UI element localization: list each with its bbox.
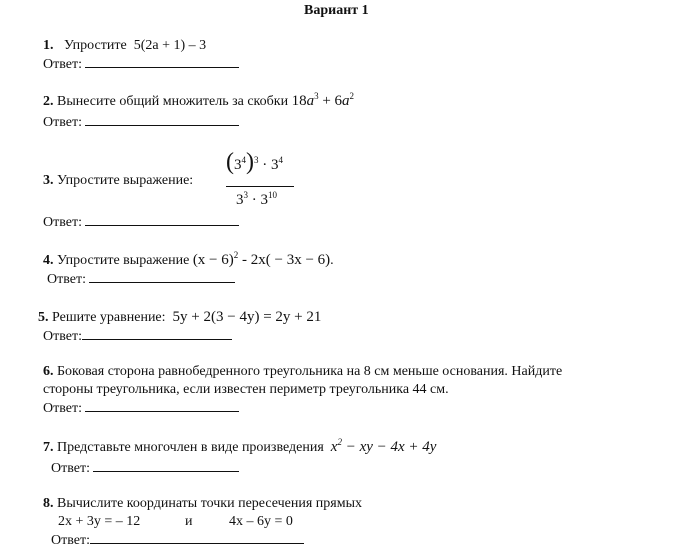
task-text: Решите уравнение: [52,310,166,325]
answer-label: Ответ: [51,533,90,548]
task-number: 7. [43,440,54,455]
answer-label: Ответ: [43,57,82,72]
answer-label: Ответ: [43,215,82,230]
answer-label: Ответ: [51,461,90,476]
task-text: Упростите выражение [57,253,190,268]
fraction-numerator: $(3^4)^3 \cdot 3^4$ [226,149,283,175]
task-2 [43,93,354,110]
task-expression: $18a^3 + 6a^2$ [291,91,355,109]
task-text-line-1: Боковая сторона равнобедренного треугольника на 8 см меньше основания. Найдите [57,364,563,379]
answer-row-7 [51,460,239,477]
task-number: 3. [43,173,54,188]
task-text: Вынесите общий множитель за скобки [57,94,289,109]
task-6-line-2: стороны треугольника, если известен периметр треугольника 44 см. [43,382,449,397]
task-4: 4. Упростите выражение $(x - 6)^2 - 2x( - 3x - 6)$. [43,250,334,268]
answer-blank[interactable] [85,114,239,126]
answer-blank[interactable] [89,271,235,283]
answer-label: Ответ: [43,329,82,344]
task-text: Вычислите координаты точки пересечения прямых [57,496,362,511]
answer-row-6 [43,400,239,417]
answer-row-4 [47,271,235,288]
answer-blank[interactable] [93,460,239,472]
task-1 [43,38,206,54]
answer-blank[interactable] [85,56,239,68]
answer-label: Ответ: [43,401,82,416]
task-6 [43,364,562,380]
conjunction: и [185,514,193,529]
task-text: Упростите выражение: [57,173,194,188]
task-expression: $x^2$ − xy − 4x + 4y [330,437,437,455]
answer-blank[interactable] [85,214,239,226]
task-number: 5. [38,310,49,325]
task-expression: 5(2a + 1) – 3 [133,38,207,53]
answer-label: Ответ: [43,115,82,130]
answer-row-2 [43,114,239,131]
answer-row-5 [43,328,232,345]
equation-1: 2x + 3y = – 12 [58,514,141,529]
fraction-denominator: $3^3 \cdot 3^{10}$ [236,190,277,208]
task-text: Представьте многочлен в виде произведения [57,440,324,455]
task-text: Упростите [64,38,127,53]
answer-row-1 [43,56,239,73]
answer-blank[interactable] [82,328,232,340]
task-7 [43,439,436,456]
answer-row-3 [43,214,239,231]
page-title: Вариант 1 [304,3,369,18]
task-expression: $(x - 6)^2 - 2x( - 3x - 6)$ [192,250,331,268]
answer-blank[interactable] [90,532,304,544]
equation-2: 4x – 6y = 0 [229,514,293,529]
task-number: 4. [43,253,54,268]
answer-blank[interactable] [85,400,239,412]
answer-label: Ответ: [47,272,86,287]
task-number: 6. [43,364,54,379]
task-5 [38,309,321,326]
task-expression: 5y + 2(3 − 4y) = 2y + 21 [172,309,322,325]
task-3 [43,173,193,189]
task-number: 2. [43,94,54,109]
fraction-bar [226,186,294,187]
task-number: 8. [43,496,54,511]
task-number: 1. [43,38,54,53]
answer-row-8 [51,532,304,549]
task-8 [43,496,362,512]
